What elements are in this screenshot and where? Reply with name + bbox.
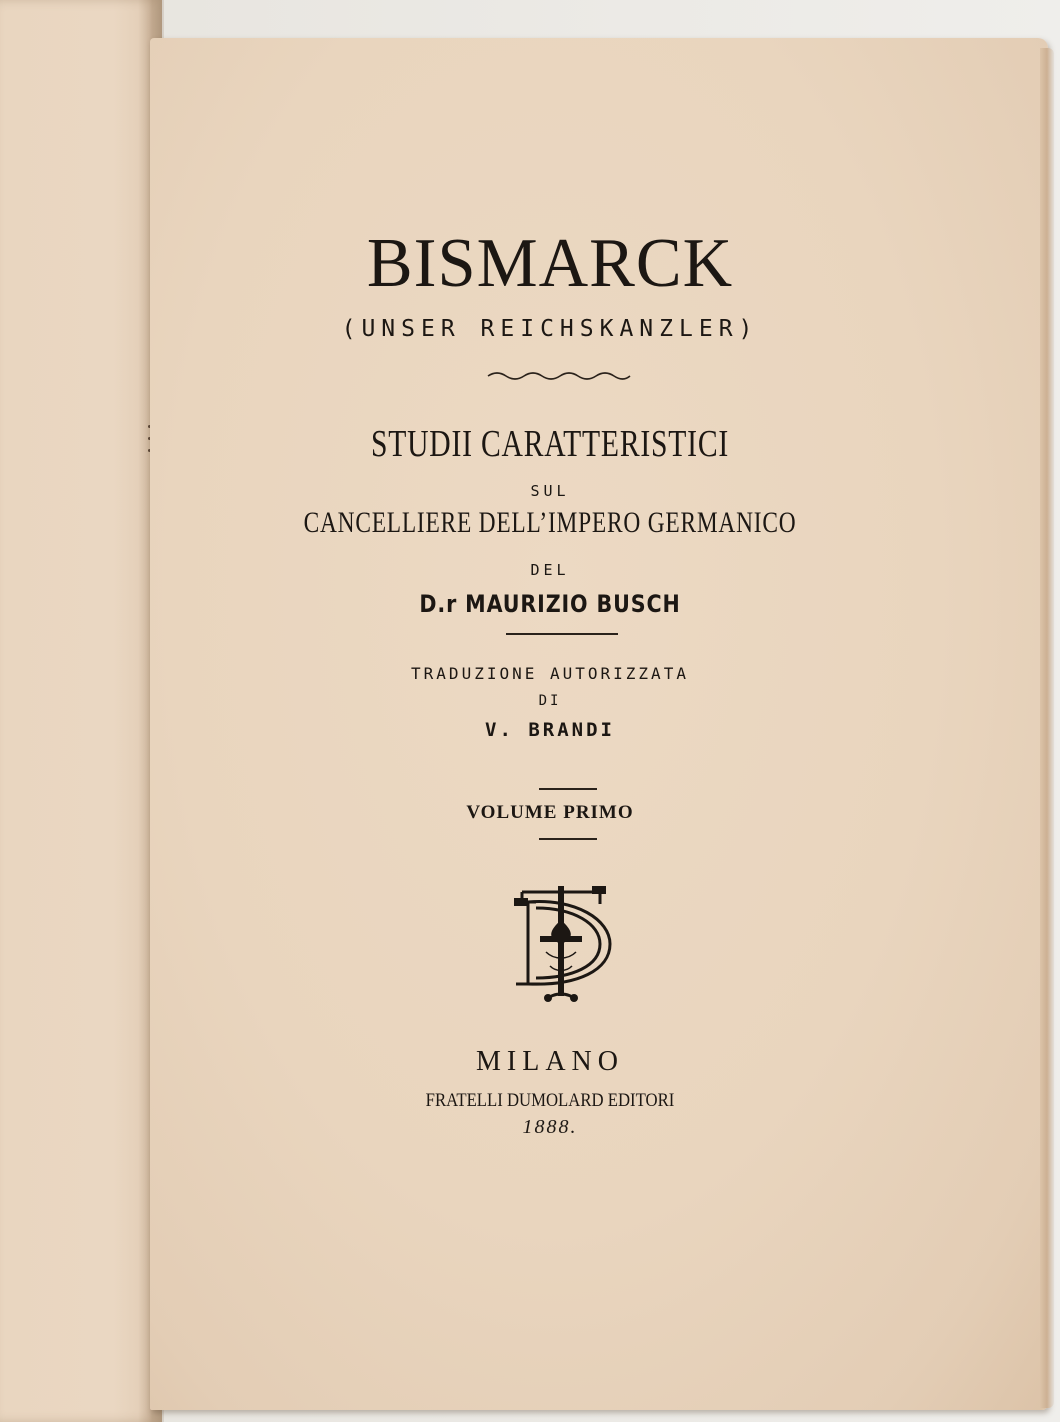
preposition-di: DI bbox=[538, 693, 562, 709]
page-edge bbox=[1040, 48, 1054, 1408]
volume-label: VOLUME PRIMO bbox=[466, 802, 634, 823]
wavy-divider-icon bbox=[486, 368, 632, 384]
publisher-monogram-icon bbox=[506, 880, 616, 1006]
preposition-sul: SUL bbox=[530, 482, 570, 500]
preposition-del: DEL bbox=[530, 561, 570, 579]
book-subtitle: (UNSER REICHSKANZLER) bbox=[341, 316, 759, 342]
divider-rule bbox=[539, 788, 597, 790]
divider-rule bbox=[539, 838, 597, 840]
work-title: STUDII CARATTERISTICI bbox=[370, 423, 730, 465]
publication-year: 1888. bbox=[522, 1116, 578, 1138]
publisher-name: FRATELLI DUMOLARD EDITORI bbox=[425, 1090, 675, 1111]
author-name: D.r MAURIZIO BUSCH bbox=[419, 590, 681, 618]
divider-rule bbox=[506, 633, 618, 635]
translator-name: V. BRANDI bbox=[485, 719, 615, 741]
translation-note: TRADUZIONE AUTORIZZATA bbox=[411, 664, 689, 683]
work-subject: CANCELLIERE DELL’IMPERO GERMANICO bbox=[303, 506, 797, 539]
publication-city: MILANO bbox=[476, 1046, 624, 1077]
book-title: BISMARCK bbox=[366, 225, 734, 302]
